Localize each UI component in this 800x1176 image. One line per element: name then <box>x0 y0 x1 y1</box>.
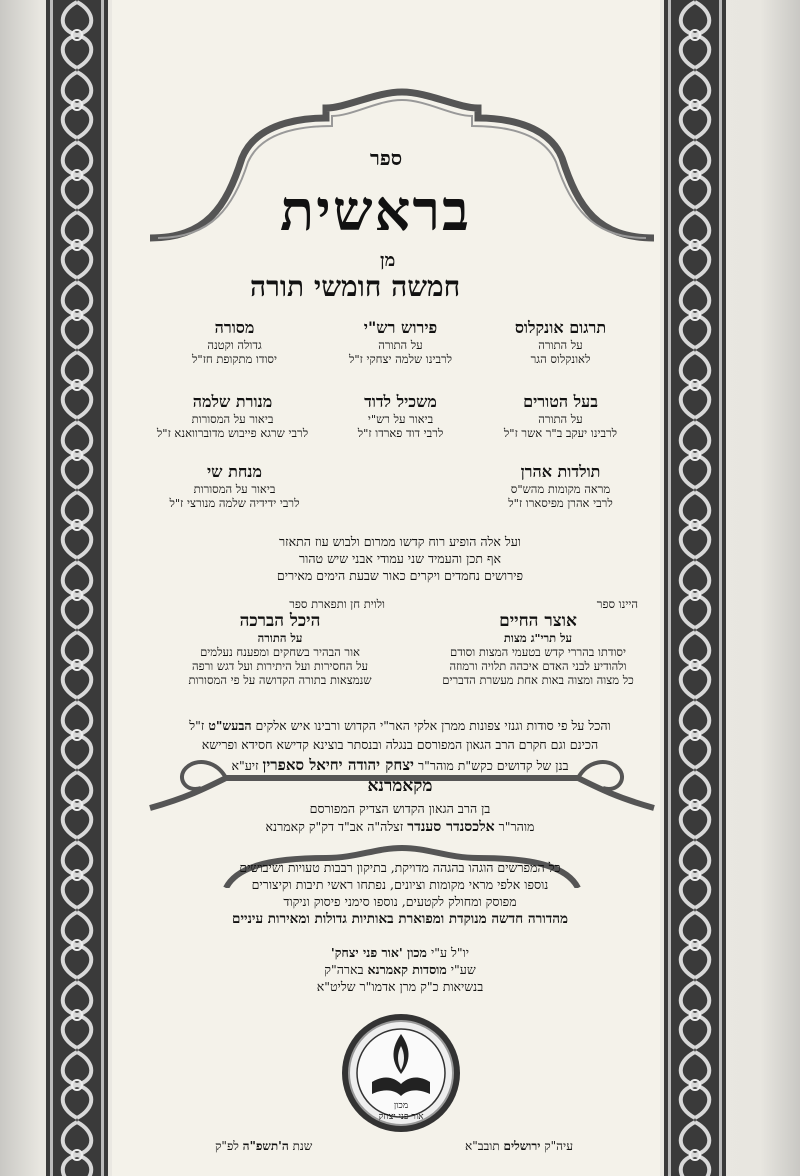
publisher-line-3: בנשיאות כ"ק מרן אדמו"ר שליט"א <box>316 979 484 994</box>
footer-place: עיה"ק ירושלים תובב"א <box>465 1139 573 1153</box>
book-title: בראשית <box>280 178 471 244</box>
footer-year: שנת ה'תשפ"ה לפ"ק <box>215 1139 313 1153</box>
author-line-1: והכל על פי סודות וגנזי צפונות ממרן אלקי האר"י הקדוש ורבינו איש אלקים הבעש"ט ז"ל <box>189 718 611 733</box>
commentary-minchat-shai: מנחת שי ביאור על המסורות לרבי ידידיה שלמה מנורצי ז"ל <box>169 462 300 510</box>
subtitle: חמשה חומשי תורה <box>250 270 461 303</box>
commentary-toldot-aharon: תולדות אהרן מראה מקומות מהש"ס לרבי אהרן מפיסארו ז"ל <box>508 462 613 510</box>
author-line-6: מוהר"ר אלכסנדר סענדר זצלה"ה אב"ד דק"ק קאמרנא <box>265 819 535 835</box>
edition-line-2: נוספו אלפי מראי מקומות וציונים, נפתחו ראשי תיבות וקיצורים <box>251 877 549 892</box>
author-line-5: בן הרב הגאון הקדוש הצדיק המפורסם <box>309 801 491 816</box>
intro-line-2: אף תכן והעמיד שני עמודי אבני שיש טהור <box>299 551 501 566</box>
author-city: מקאמרנא <box>367 776 433 796</box>
commentary-onkelos: תרגום אונקלוס על התורה לאונקלוס הגר <box>514 318 607 366</box>
edition-line-1: כל המפרשים הוגהו בהגהה מדויקת, בתיקון רבבות טעויות ושיבושים <box>239 860 561 875</box>
publisher-line-1: יו"ל ע"י מכון 'אור פני יצחק' <box>330 945 470 960</box>
author-line-3: בנן של קדושים כקש"ת מוהר"ר יצחק יהודה יחיאל סאפרין זיע"א <box>231 756 569 774</box>
logo-top-text: מכון <box>393 1101 409 1111</box>
intro-line-1: ועל אלה הופיע רוח קדשו ממרום ולבוש עוז התאזר <box>279 534 521 549</box>
author-line-2: הכינם וגם חקרם הרב הגאון המפורסם בנגלה ובנסתר בוצינא קדישא חסידא ופרישא <box>201 737 599 752</box>
commentary-masorah: מסורה גדולה וקטנה יסודו מתקופת חז"ל <box>192 318 277 366</box>
publisher-line-2: שע"י מוסדות קאמרנא בארה"ק <box>324 962 476 977</box>
commentary-menorat-shlomo: מנורת שלמה ביאור על המסורות לרבי שרגא פייבוש מדוברוואנא ז"ל <box>156 392 309 440</box>
left-ornamental-border <box>46 0 108 1176</box>
logo-bottom-text: אור פני יצחק <box>378 1112 424 1122</box>
min-label: מן <box>380 250 396 271</box>
commentary-rashi: פירוש רש"י על התורה לרבינו שלמה יצחקי ז"ל <box>348 318 453 366</box>
commentary-baal-haturim: בעל הטורים על התורה לרבינו יעקב ב"ר אשר ז"ל <box>503 392 618 440</box>
institute-logo-seal <box>340 1012 462 1134</box>
intro-line-3: פירושים נחמדים ויקרים כאור שבעת הימים מאירים <box>276 568 524 583</box>
sefer-label: ספר <box>370 146 403 170</box>
work-heichal-habracha: ולוית חן ותפארת ספר היכל הברכה על התורה אור הבהיר בשחקים ומפענח נעלמים על החסירות ועל היתירות ועל דגש ורפה שנמצאות בתורה הקדושה על פי המסורות <box>188 597 385 687</box>
work-otzar-hachaim: היינו ספר אוצר החיים על תרי"ג מצות יסודתו בהררי קדש בטעמי המצות וסודם ולהודיע לבני האדם איכהה תלויה ורמוזה כל מצוה ומצוה באות אחת מעשרת הדברים <box>442 597 638 687</box>
edition-line-4: מהדורה חדשה מנוקדת ומפוארת באותיות גדולות ומאירות עיניים <box>232 911 568 927</box>
right-ornamental-border <box>664 0 726 1176</box>
commentary-maskil-ledavid: משכיל לדוד ביאור על רש"י לרבי דוד פארדו ז"ל <box>357 392 444 440</box>
edition-line-3: מפוסק ומחולק לקטעים, נוספו סימני פיסוק וניקוד <box>283 894 517 909</box>
